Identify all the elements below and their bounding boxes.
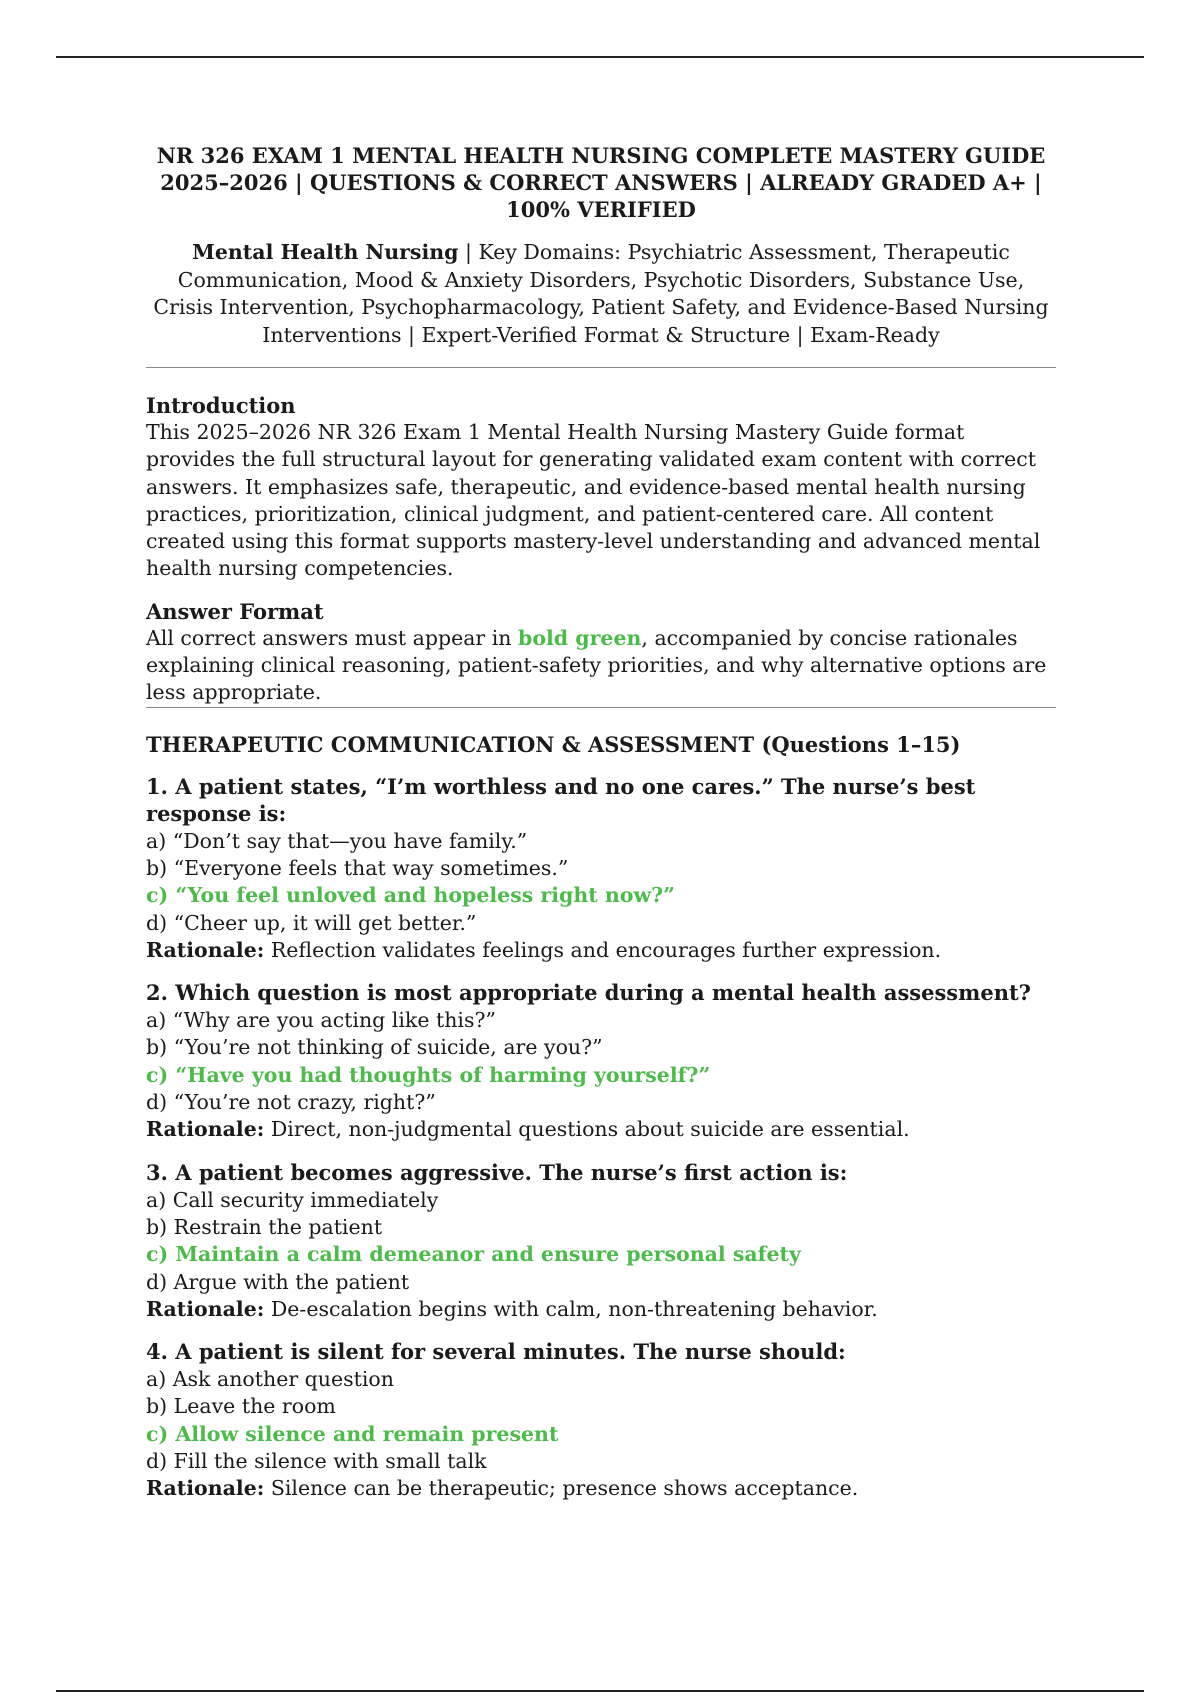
subtitle-lead: Mental Health Nursing — [192, 240, 459, 264]
rationale-label: Rationale: — [146, 1117, 265, 1142]
rationale-text: Silence can be therapeutic; presence shows acceptance. — [264, 1476, 859, 1501]
introduction-block — [146, 392, 1056, 583]
document-body — [146, 142, 1056, 1503]
rationale — [146, 1296, 1056, 1323]
rationale — [146, 937, 1056, 964]
option-a: a) “Why are you acting like this?” — [146, 1008, 496, 1033]
subtitle-domains: | Key Domains: Psychiatric Assessment, Therapeutic Communication, Mood & Anxiety Disorders, Psychotic Disorders, Substance Use, Crisis Intervention, Psychopharmacology, Patient Safety, and Evidence-Based Nursing Interventions | Expert-Verified Format & Structure | Exam-Ready — [153, 240, 1049, 347]
option-b: b) Restrain the patient — [146, 1214, 383, 1239]
rationale-text: Direct, non-judgmental questions about suicide are essential. — [264, 1117, 910, 1142]
answer-format-text — [146, 625, 1056, 707]
option-b: b) Leave the room — [146, 1394, 336, 1419]
document-title: NR 326 EXAM 1 MENTAL HEALTH NURSING COMPLETE MASTERY GUIDE 2025–2026 | QUESTIONS & CORRECT ANSWERS | ALREADY GRADED A+ | 100% VERIFIED — [156, 143, 1046, 222]
page-top-rule — [56, 56, 1144, 58]
rationale — [146, 1475, 1056, 1502]
question-text: 1. A patient states, “I’m worthless and no one cares.” The nurse’s best response is: — [146, 773, 976, 826]
document-subtitle — [146, 239, 1056, 349]
option-d: d) “You’re not crazy, right?” — [146, 1090, 436, 1115]
option-d: d) Argue with the patient — [146, 1269, 410, 1294]
introduction-text: This 2025–2026 NR 326 Exam 1 Mental Health Nursing Mastery Guide format provides the full structural layout for generating validated exam content with correct answers. It emphasizes safe, therapeutic, and evidence-based mental health nursing practices, prioritization, clinical judgment, and patient-centered care. All content created using this format supports mastery-level understanding and advanced mental health nursing competencies. — [146, 420, 1041, 581]
question-item — [146, 1159, 1056, 1323]
question-text: 2. Which question is most appropriate during a mental health assessment? — [146, 980, 1031, 1006]
option-b: b) “You’re not thinking of suicide, are you?” — [146, 1035, 603, 1060]
option-d: d) “Cheer up, it will get better.” — [146, 910, 477, 935]
rationale-text: Reflection validates feelings and encourages further expression. — [264, 937, 942, 962]
option-c-correct-answer: c) Maintain a calm demeanor and ensure personal safety — [146, 1242, 801, 1267]
option-c-correct-answer: c) “You feel unloved and hopeless right now?” — [146, 883, 675, 908]
question-item — [146, 773, 1056, 964]
option-a: a) Ask another question — [146, 1367, 394, 1392]
bold-green-highlight: bold green — [518, 625, 642, 650]
section-title: THERAPEUTIC COMMUNICATION & ASSESSMENT (Questions 1–15) — [146, 731, 961, 757]
answer-format-block — [146, 598, 1056, 707]
question-item — [146, 1338, 1056, 1502]
answer-format-text-after: , accompanied by concise rationales explaining clinical reasoning, patient-safety priorities, and why alternative options are less appropriate. — [146, 625, 1047, 705]
page-bottom-rule — [56, 1690, 1144, 1692]
rationale-label: Rationale: — [146, 937, 265, 962]
option-d: d) Fill the silence with small talk — [146, 1449, 487, 1474]
question-text: 3. A patient becomes aggressive. The nurse’s first action is: — [146, 1159, 848, 1185]
answer-format-text-before: All correct answers must appear in — [146, 625, 519, 650]
option-b: b) “Everyone feels that way sometimes.” — [146, 855, 569, 880]
answer-format-heading: Answer Format — [146, 598, 324, 624]
option-c-correct-answer: c) Allow silence and remain present — [146, 1421, 559, 1446]
introduction-heading: Introduction — [146, 393, 296, 418]
rationale-text: De-escalation begins with calm, non-threatening behavior. — [264, 1296, 878, 1321]
rationale — [146, 1116, 1056, 1143]
divider — [146, 367, 1056, 368]
question-item — [146, 979, 1056, 1143]
rationale-label: Rationale: — [146, 1476, 265, 1501]
option-a: a) “Don’t say that—you have family.” — [146, 828, 528, 853]
option-c-correct-answer: c) “Have you had thoughts of harming yourself?” — [146, 1062, 711, 1087]
question-text: 4. A patient is silent for several minutes. The nurse should: — [146, 1339, 846, 1365]
rationale-label: Rationale: — [146, 1296, 265, 1321]
option-a: a) Call security immediately — [146, 1187, 439, 1212]
divider — [146, 707, 1056, 708]
